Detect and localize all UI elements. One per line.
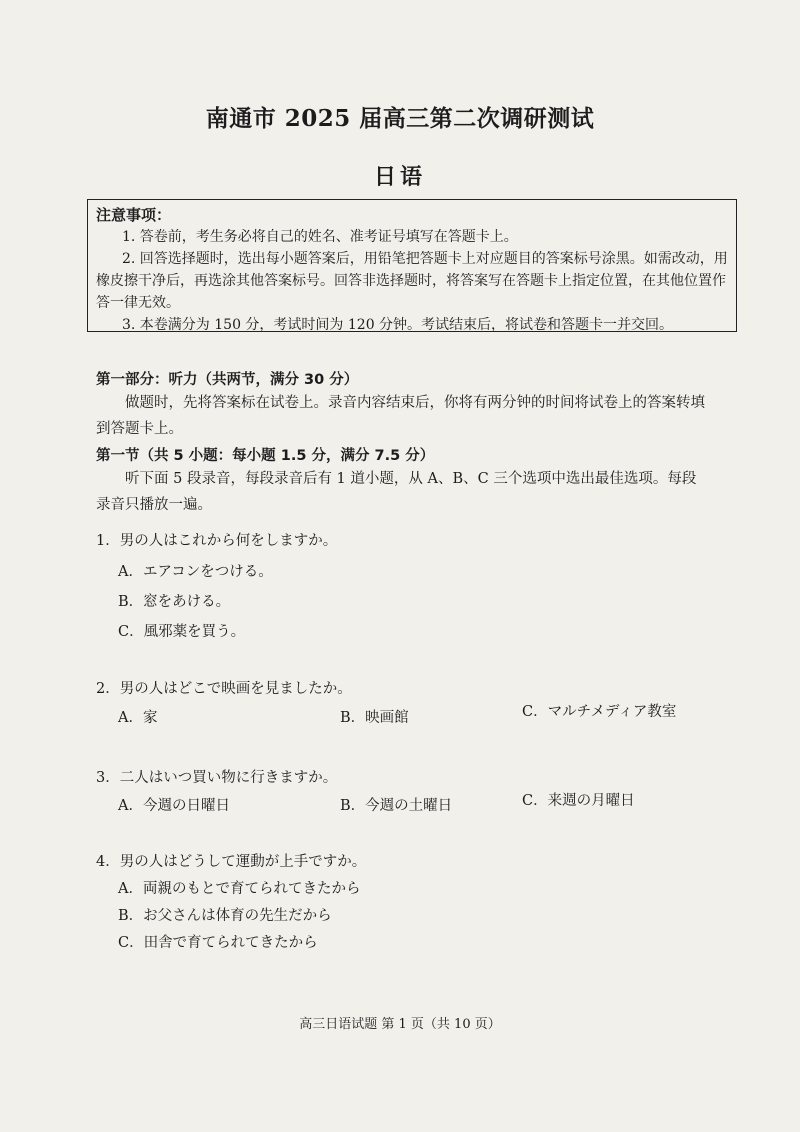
notice-box (87, 199, 737, 332)
question-4-option-b: B．お父さんは体育の先生だから (118, 908, 332, 924)
part1-instruction: 做题时，先将答案标在试卷上。录音内容结束后，你将有两分钟的时间将试卷上的答案转填到答题卡上。 (96, 395, 705, 437)
question-1-option-b: B．窓をあける。 (118, 594, 231, 610)
question-4-stem: 4．男の人はどうして運動が上手ですか。 (96, 854, 367, 870)
question-2-option-c: C．マルチメディア教室 (522, 704, 677, 720)
part1-heading: 第一部分：听力（共两节，满分 30 分） (96, 372, 359, 388)
notice-heading: 注意事项： (96, 206, 172, 224)
question-3-option-a: A．今週の日曜日 (118, 798, 230, 814)
question-3-option-c: C．来週の月曜日 (522, 793, 635, 809)
question-2-option-b: B．映画館 (340, 710, 409, 726)
section1-instruction: 听下面 5 段录音，每段录音后有 1 道小题，从 A、B、C 三个选项中选出最佳选项。每段录音只播放一遍。 (96, 471, 697, 513)
page-footer: 高三日语试题 第 1 页（共 10 页） (299, 1017, 501, 1032)
question-1-stem: 1．男の人はこれから何をしますか。 (96, 533, 338, 549)
section1-heading: 第一节（共 5 小题：每小题 1.5 分，满分 7.5 分） (96, 448, 435, 464)
question-2-stem: 2．男の人はどこで映画を見ましたか。 (96, 681, 352, 697)
question-2-option-a: A．家 (118, 710, 158, 726)
notice-item-1: 1. 答卷前，考生务必将自己的姓名、准考证号填写在答题卡上。 (122, 229, 518, 245)
exam-title: 南通市 2025 届高三第二次调研测试 (205, 105, 595, 132)
question-3-option-b: B．今週の土曜日 (340, 798, 453, 814)
question-4-option-c: C．田舎で育てられてきたから (118, 935, 318, 951)
notice-item-2: 2. 回答选择题时，选出每小题答案后，用铅笔把答题卡上对应题目的答案标号涂黑。如需改动，用橡皮擦干净后，再选涂其他答案标号。回答非选择题时，将答案写在答题卡上指定位置，在其他位置作答一律无效。 (96, 251, 728, 311)
question-1-option-a: A．エアコンをつける。 (118, 564, 273, 580)
question-1-option-c: C．風邪薬を買う。 (118, 624, 246, 640)
subject-title: 日语 (373, 164, 426, 190)
notice-item-3: 3. 本卷满分为 150 分，考试时间为 120 分钟。考试结束后，将试卷和答题卡一并交回。 (122, 317, 674, 333)
question-3-stem: 3．二人はいつ買い物に行きますか。 (96, 770, 338, 786)
question-4-option-a: A．両親のもとで育てられてきたから (118, 881, 361, 897)
